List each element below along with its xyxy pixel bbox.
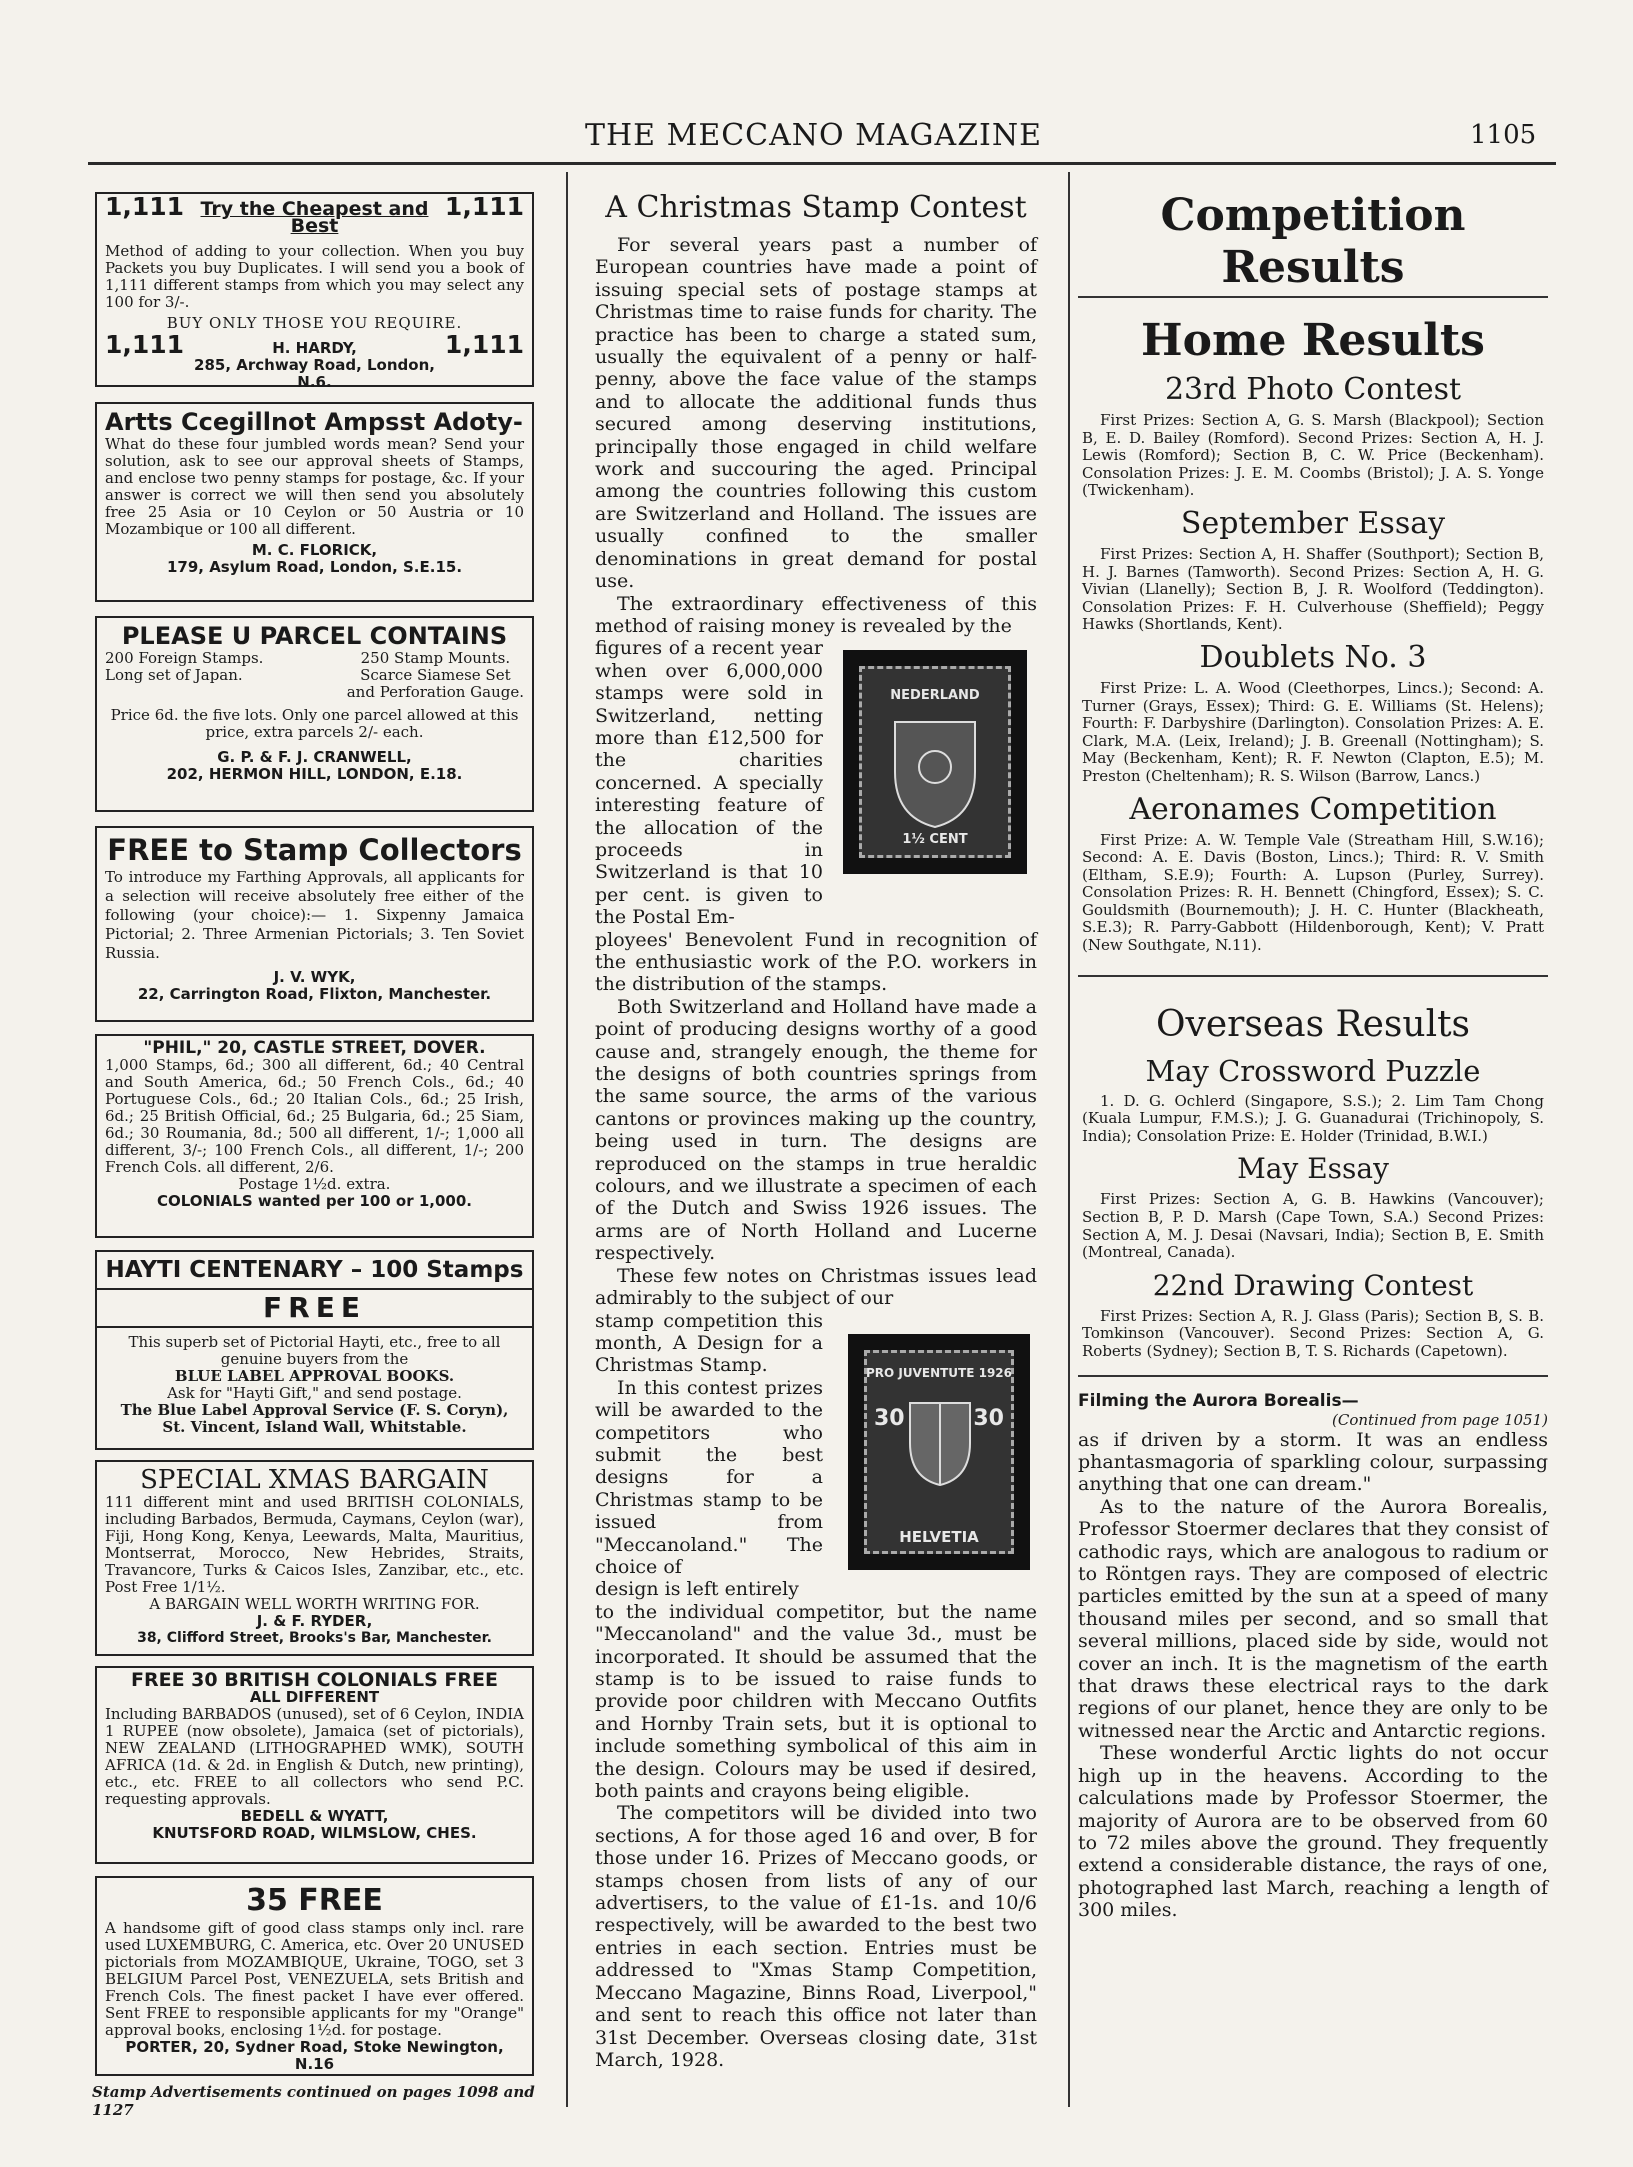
article-paragraph-wrap: design is left entirely	[595, 1578, 799, 1601]
article-paragraph-wrap: stamp competition this month, A Design for a Christmas Stamp.	[595, 1309, 823, 1377]
september-essay-results: First Prizes: Section A, H. Shaffer (Southport); Section B, H. J. Barnes (Tamworth). Second Prizes: Section A, H. G. Vivian (Llanelly); Section B, J. R. Woolford (Teddington). Consolation Prizes: F. H. Culverhouse (Sheffield); Peggy Hawks (Shortlands, Kent).	[1082, 544, 1544, 634]
ad-cranwell	[95, 616, 534, 812]
aurora-paragraph: As to the nature of the Aurora Borealis, Professor Stoermer declares that they consist of cathodic rays, which are analogous to radium or to Röntgen rays. They are composed of electric particles emitted by the sun at a speed of many thousand miles per second, and so small that several millions, placed side by side, would not cover an inch. It is the magnetism of the earth that draws these electrical rays to the dark regions of our planet, hence they are only to be witnessed near the Arctic and Antarctic regions.	[1078, 1495, 1548, 1742]
photo-contest-results: First Prizes: Section A, G. S. Marsh (Blackpool); Section B, E. D. Bailey (Romford). Second Prizes: Section A, H. J. Lewis (Romford); Section B, C. W. Price (Beckenham). Consolation Prizes: J. E. M. Coombs (Bristol); J. A. S. Yonge (Twickenham).	[1082, 411, 1544, 500]
ad-hardy-number-bl: 1,111	[105, 330, 185, 359]
ad-porter	[95, 1876, 534, 2076]
ad-cranwell-item: 250 Stamp Mounts.	[360, 649, 511, 667]
ad-bedell-headline: FREE 30 BRITISH COLONIALS FREE	[131, 1669, 498, 1691]
aeronames-results: First Prize: A. W. Temple Vale (Streatham Hill, S.W.16); Second: A. E. Davis (Boston, Lincs.); Third: R. V. Smith (Eltham, S.E.9); Fourth: A. Lupson (Purley, Surrey). Consolation Prizes: R. H. Bennett (Chingford, Essex); S. C. Gouldsmith (Bournemouth); J. H. C. Hunter (Blackheath, S.E.3); R. Parry-Gabbott (Hildenborough, Kent); V. Pratt (New Southgate, N.11).	[1082, 830, 1544, 955]
overseas-results-heading: Overseas Results	[1155, 1003, 1471, 1045]
ad-ryder-address: 38, Clifford Street, Brooks's Bar, Manchester.	[137, 1630, 492, 1646]
section-rule	[1078, 1375, 1548, 1377]
ad-ryder-headline: SPECIAL XMAS BARGAIN	[140, 1465, 489, 1495]
section-rule	[1078, 975, 1548, 977]
competition-results	[1078, 190, 1548, 1922]
ad-ryder	[95, 1460, 534, 1656]
may-essay-results: First Prizes: Section A, G. B. Hawkins (Vancouver); Section B, P. D. Marsh (Cape Town, S.A.) Second Prizes: Section A, M. J. Desai (Navsari, India); Section B, E. Smith (Montreal, Canada).	[1082, 1190, 1544, 1262]
column-divider-left	[566, 172, 568, 2107]
ad-hayti-address: St. Vincent, Island Wall, Whitstable.	[162, 1418, 467, 1436]
september-essay-heading: September Essay	[1180, 505, 1446, 541]
header-rule	[88, 162, 1556, 165]
article-paragraph-wrap: figures of a recent year when over 6,000,000 stamps were sold in Switzerland, netting more than £12,500 for the charities concerned. A specially interesting feature of the allocation of the proceeds in Switzerland is that 10 per cent. is given to the Postal Em-	[595, 637, 823, 929]
article-paragraph: The competitors will be divided into two sections, A for those aged 16 and over, B for those under 16. Prizes of Meccano goods, or stamps chosen from lists of any of our advertisers, to the value of £1-1s. and 10/6 respectively, will be awarded to the best two entries in each section. Entries must be addressed to "Xmas Stamp Competition, Meccano Magazine, Binns Road, Liverpool," and sent to reach this office not later than 31st December. Overseas closing date, 31st March, 1928.	[595, 1802, 1037, 2071]
ad-cranwell-name: G. P. & F. J. CRANWELL,	[217, 748, 412, 766]
ad-hardy-number-left: 1,111	[105, 192, 185, 221]
ad-hardy-address: 285, Archway Road, London, N.6.	[194, 356, 435, 391]
aurora-continued: (Continued from page 1051)	[1332, 1410, 1548, 1429]
ad-cranwell-headline: PLEASE U PARCEL CONTAINS	[121, 622, 508, 650]
ad-hardy-headline-row	[105, 192, 524, 237]
article-paragraph: Both Switzerland and Holland have made a point of producing designs worthy of a good cause and, strangely enough, the theme for the designs of both countries springs from the same source, the arms of the various cantons or provinces making up the country, being used in turn. The designs are reproduced on the stamps in true heraldic colours, and we illustrate a specimen of each of the Dutch and Swiss 1926 issues. The arms are of North Holland and Lucerne respectively.	[595, 995, 1037, 1265]
aurora-paragraph: as if driven by a storm. It was an endless phantasmagoria of sparkling colour, surpassing anything that one can dream."	[1078, 1428, 1548, 1496]
crossword-results: 1. D. G. Ochlerd (Singapore, S.S.); 2. Lim Tam Chong (Kuala Lumpur, F.M.S.); J. G. Guanadurai (Trichinopoly, S. India); Consolation Prize: E. Holder (Trinidad, B.W.I.)	[1082, 1091, 1544, 1145]
coat-of-arms-icon	[905, 1398, 975, 1488]
magazine-title: THE MECCANO MAGAZINE	[585, 118, 1043, 153]
ad-ryder-name: J. & F. RYDER,	[256, 1612, 373, 1630]
ad-hardy-contact-row	[105, 330, 524, 391]
swiss-stamp-value-left: 30	[874, 1406, 905, 1431]
ad-wyk-name: J. V. WYK,	[273, 968, 356, 986]
ad-bedell	[95, 1666, 534, 1864]
ad-wyk	[95, 826, 534, 1022]
ad-phil-postage: Postage 1½d. extra.	[238, 1175, 391, 1193]
article-paragraph: For several years past a number of European countries have made a point of issuing special sets of postage stamps at Christmas time to raise funds for charity. The practice has been to charge a stated sum, usually the equivalent of a penny or half-penny, above the face value of the stamps and to allocate the additional funds thus secured among deserving institutions, principally those engaged in child welfare work and succouring the aged. Principal among the countries following this custom are Switzerland and Holland. The issues are usually confined to the smaller denominations in great demand for postal use.	[595, 234, 1037, 593]
ad-porter-body: A handsome gift of good class stamps only incl. rare used LUXEMBURG, C. America, etc. Over 20 UNUSED pictorials from MOZAMBIQUE, Ukraine, TOGO, set 3 BELGIUM Parcel Post, VENEZUELA, sets British and French Cols. The finest packet I have ever offered. Sent FREE to responsible applicants for my "Orange" approval books, enclosing 1½d. for postage.	[105, 1919, 524, 2039]
aeronames-heading: Aeronames Competition	[1129, 791, 1497, 827]
ad-phil	[95, 1034, 534, 1238]
ad-florick-body: What do these four jumbled words mean? Send your solution, ask to see our approval sheets of Stamps, and enclose two penny stamps for postage, &c. If your answer is correct we will then send you absolutely free 25 Asia or 10 Ceylon or 50 Austria or 10 Mozambique or 100 all different.	[105, 435, 524, 538]
article-paragraph: ployees' Benevolent Fund in recognition of the enthusiastic work of the P.O. workers in the distribution of the stamps.	[595, 928, 1037, 996]
article-paragraph: These few notes on Christmas issues lead admirably to the subject of our	[595, 1264, 1037, 1310]
home-results-heading: Home Results	[1141, 315, 1485, 366]
ad-hardy-name: H. HARDY,	[272, 339, 357, 357]
coat-of-arms-icon	[885, 712, 985, 832]
article-paragraph: The extraordinary effectiveness of this method of raising money is revealed by the	[595, 592, 1037, 637]
ad-hayti-ask: Ask for "Hayti Gift," and send postage.	[167, 1384, 462, 1402]
swiss-stamp-country: HELVETIA	[899, 1528, 979, 1546]
dutch-stamp-country: NEDERLAND	[890, 688, 980, 703]
ads-continued-note: Stamp Advertisements continued on pages 1098 and 1127	[92, 2083, 535, 2119]
article-christmas-stamp-contest	[595, 190, 1037, 2071]
ad-bedell-body: Including BARBADOS (unused), set of 6 Ceylon, INDIA 1 RUPEE (now obsolete), Jamaica (set of pictorials), NEW ZEALAND (LITHOGRAPHED WMK), SOUTH AFRICA (1d. & 2d. in English & Dutch, new printing), etc., etc. FREE to all collectors who send P.C. requesting approvals.	[105, 1705, 524, 1808]
ad-florick-address: 179, Asylum Road, London, S.E.15.	[166, 558, 463, 576]
ad-phil-wanted: COLONIALS wanted per 100 or 1,000.	[157, 1192, 472, 1210]
ad-hardy	[95, 192, 534, 391]
swiss-stamp-title: PRO JUVENTUTE 1926	[865, 1366, 1013, 1380]
ad-hayti-headline: HAYTI CENTENARY – 100 Stamps	[97, 1252, 532, 1290]
doublets-heading: Doublets No. 3	[1199, 639, 1427, 675]
column-divider-right	[1068, 172, 1070, 2107]
ad-hayti	[95, 1250, 534, 1450]
ad-hardy-tagline: BUY ONLY THOSE YOU REQUIRE.	[166, 314, 463, 332]
drawing-contest-results: First Prizes: Section A, R. J. Glass (Paris); Section B, S. B. Tomkinson (Vancouver). Second Prizes: Section A, G. Roberts (Sydney); Section B, T. S. Richards (Capetown).	[1082, 1306, 1544, 1360]
ad-cranwell-items	[105, 650, 524, 701]
ad-hardy-body: Method of adding to your collection. When you buy Packets you buy Duplicates. I will send you a book of 1,111 different stamps from which you may select any 100 for 3/-.	[105, 242, 524, 311]
ad-ryder-tagline: A BARGAIN WELL WORTH WRITING FOR.	[149, 1595, 480, 1613]
ad-porter-address: PORTER, 20, Sydner Road, Stoke Newington, N.16	[125, 2038, 504, 2073]
ad-cranwell-item: Scarce Siamese Set	[360, 666, 511, 684]
ad-florick-headline: Artts Ccegillnot Ampsst Adoty-	[105, 408, 523, 436]
may-essay-heading: May Essay	[1237, 1152, 1389, 1186]
dutch-stamp-value: 1½ CENT	[902, 832, 968, 847]
ad-hayti-name: The Blue Label Approval Service (F. S. Coryn),	[120, 1401, 509, 1419]
results-title: Competition Results	[1160, 190, 1466, 293]
drawing-contest-heading: 22nd Drawing Contest	[1152, 1268, 1474, 1302]
ad-hayti-body: This superb set of Pictorial Hayti, etc., free to all genuine buyers from the	[128, 1333, 501, 1368]
ad-hardy-number-right: 1,111	[444, 192, 524, 221]
ad-bedell-address: KNUTSFORD ROAD, WILMSLOW, CHES.	[152, 1824, 477, 1842]
ad-porter-headline: 35 FREE	[246, 1883, 383, 1918]
aurora-paragraph: These wonderful Arctic lights do not occur high up in the heavens. According to the calculations made by Professor Stoermer, the majority of Aurora are to be observed from 60 to 72 miles above the ground. They frequently extend a considerable distance, the rays of one, photographed last March, reaching a length of 300 miles.	[1078, 1742, 1548, 1922]
article-paragraph: to the individual competitor, but the name "Meccanoland" and the value 3d., must be incorporated. It should be assumed that the stamp is to be issued to raise funds to provide poor children with Meccano Outfits and Hornby Train sets, but it is optional to include something symbolical of this aim in the design. Colours may be used if desired, both paints and crayons being eligible.	[595, 1600, 1037, 1803]
photo-contest-heading: 23rd Photo Contest	[1164, 372, 1462, 407]
ad-wyk-address: 22, Carrington Road, Flixton, Manchester.	[137, 985, 492, 1003]
ad-phil-headline: "PHIL," 20, CASTLE STREET, DOVER.	[143, 1038, 486, 1058]
ad-cranwell-address: 202, HERMON HILL, LONDON, E.18.	[166, 765, 463, 783]
ad-bedell-name: BEDELL & WYATT,	[240, 1807, 389, 1825]
ad-ryder-body: 111 different mint and used BRITISH COLONIALS, including Barbados, Bermuda, Caymans, Ceylon (war), Fiji, Hong Kong, Kenya, Leewards, Malta, Mauritius, Montserrat, Morocco, New Hebrides, Straits, Travancore, Turks & Caicos Isles, Zanzibar, etc., etc. Post Free 1/1½.	[105, 1493, 524, 1596]
article-paragraph-wrap: In this contest prizes will be awarded to the competitors who submit the best designs for a Christmas stamp to be issued from "Meccanoland." The choice of	[595, 1376, 823, 1578]
swiss-stamp-value-right: 30	[973, 1406, 1004, 1431]
ad-florick	[95, 402, 534, 602]
ad-cranwell-item: Long set of Japan.	[105, 666, 243, 684]
dutch-stamp-image	[843, 650, 1027, 874]
page-number: 1105	[1470, 120, 1537, 150]
ad-bedell-subhead: ALL DIFFERENT	[249, 1688, 380, 1706]
aurora-article	[1078, 1391, 1548, 1922]
running-head	[0, 118, 1633, 158]
article-title: A Christmas Stamp Contest	[605, 190, 1027, 225]
aurora-title: Filming the Aurora Borealis—	[1078, 1390, 1359, 1411]
crossword-heading: May Crossword Puzzle	[1145, 1053, 1481, 1088]
results-rule	[1078, 296, 1548, 298]
ad-wyk-body: To introduce my Farthing Approvals, all applicants for a selection will receive absolutely free either of the following (your choice):— 1. Sixpenny Jamaica Pictorial; 2. Three Armenian Pictorials; 3. Ten Soviet Russia.	[105, 868, 524, 962]
ad-florick-name: M. C. FLORICK,	[251, 541, 378, 559]
ad-hardy-headline: Try the Cheapest and Best	[200, 198, 429, 237]
ad-wyk-headline: FREE to Stamp Collectors	[107, 833, 522, 867]
ad-hardy-number-br: 1,111	[444, 330, 524, 359]
doublets-results: First Prize: L. A. Wood (Cleethorpes, Lincs.); Second: A. Turner (Grays, Essex); Third: G. E. Williams (St. Helens); Fourth: F. Darbyshire (Darlington). Consolation Prizes: A. E. Clark, M.A. (Leix, Ireland); J. B. Greenall (Nottingham); S. May (Beckenham, Kent); R. F. Newton (Clapton, E.5); M. Preston (Cheltenham); R. S. Wilson (Barrow, Lancs.)	[1082, 678, 1544, 785]
ad-cranwell-item: 200 Foreign Stamps.	[105, 649, 264, 667]
ad-cranwell-price: Price 6d. the five lots. Only one parcel allowed at this price, extra parcels 2/- each.	[110, 706, 519, 741]
swiss-stamp-image	[848, 1334, 1030, 1570]
ad-phil-body: 1,000 Stamps, 6d.; 300 all different, 6d.; 40 Central and South America, 6d.; 50 French Cols., 6d.; 40 Portuguese Cols., 6d.; 20 Italian Cols., 6d.; 25 Irish, 6d.; 25 British Official, 6d.; 25 Bulgaria, 6d.; 25 Siam, 6d.; 30 Roumania, 8d.; 500 all different, 1/-; 1,000 all different, 3/-; 100 French Cols., all different, 1/-; 200 French Cols. all different, 2/6.	[105, 1056, 524, 1176]
ad-cranwell-item: and Perforation Gauge.	[346, 683, 524, 701]
ad-hayti-free: FREE	[97, 1290, 532, 1328]
ad-hayti-books: BLUE LABEL APPROVAL BOOKS.	[174, 1367, 455, 1385]
